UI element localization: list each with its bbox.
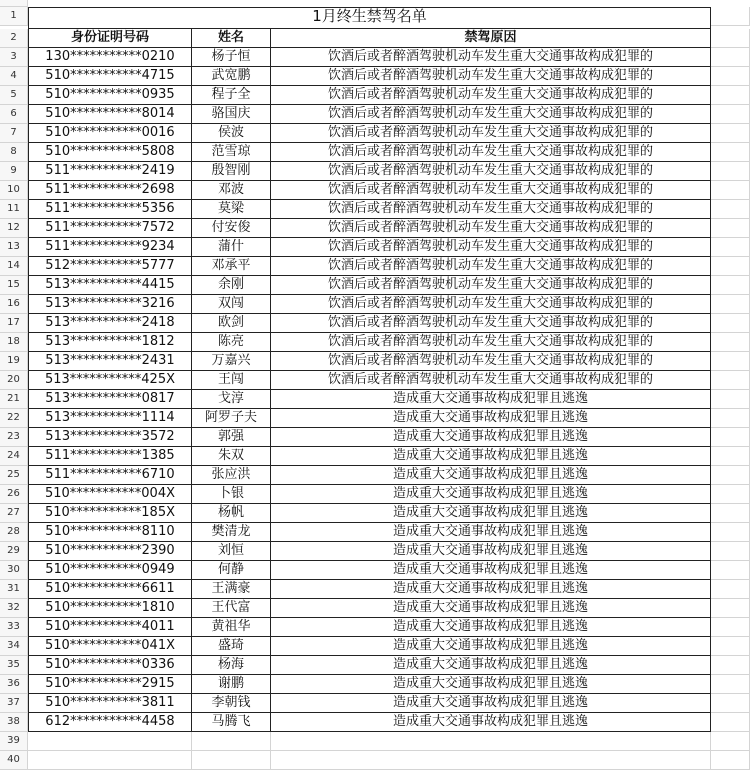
name-cell[interactable]: 万嘉兴: [192, 352, 271, 371]
reason-cell[interactable]: 饮酒后或者醉酒驾驶机动车发生重大交通事故构成犯罪的: [271, 162, 711, 181]
id-cell[interactable]: 510***********185X: [28, 504, 192, 523]
id-cell[interactable]: 510***********3811: [28, 694, 192, 713]
empty-cell[interactable]: [711, 732, 750, 751]
row-number[interactable]: 35: [0, 656, 28, 675]
empty-cell[interactable]: [711, 314, 750, 333]
name-cell[interactable]: 刘恒: [192, 542, 271, 561]
table-row: [0, 523, 750, 542]
name-cell[interactable]: 卜银: [192, 485, 271, 504]
id-cell[interactable]: 510***********0949: [28, 561, 192, 580]
id-cell[interactable]: 511***********2419: [28, 162, 192, 181]
name-cell[interactable]: 王代富: [192, 599, 271, 618]
table-row: [0, 390, 750, 409]
reason-cell[interactable]: 造成重大交通事故构成犯罪且逃逸: [271, 523, 711, 542]
empty-cell[interactable]: [711, 675, 750, 694]
row-number[interactable]: 6: [0, 105, 28, 124]
id-cell[interactable]: 510***********0016: [28, 124, 192, 143]
name-cell[interactable]: 盛琦: [192, 637, 271, 656]
reason-cell[interactable]: 造成重大交通事故构成犯罪且逃逸: [271, 428, 711, 447]
reason-cell[interactable]: 饮酒后或者醉酒驾驶机动车发生重大交通事故构成犯罪的: [271, 48, 711, 67]
row-number[interactable]: 34: [0, 637, 28, 656]
row-number[interactable]: 25: [0, 466, 28, 485]
row-number[interactable]: 33: [0, 618, 28, 637]
empty-cell[interactable]: [711, 295, 750, 314]
row-number[interactable]: 15: [0, 276, 28, 295]
reason-cell[interactable]: 饮酒后或者醉酒驾驶机动车发生重大交通事故构成犯罪的: [271, 181, 711, 200]
empty-cell[interactable]: [711, 542, 750, 561]
id-cell[interactable]: 130***********0210: [28, 48, 192, 67]
empty-cell[interactable]: [711, 105, 750, 124]
row-number[interactable]: 28: [0, 523, 28, 542]
empty-cell[interactable]: [711, 504, 750, 523]
id-cell[interactable]: 510***********8014: [28, 105, 192, 124]
name-cell[interactable]: 杨子恒: [192, 48, 271, 67]
id-cell[interactable]: 513***********3572: [28, 428, 192, 447]
title-row: [0, 7, 750, 26]
table-row: [0, 409, 750, 428]
empty-cell[interactable]: [711, 86, 750, 105]
row-number[interactable]: 17: [0, 314, 28, 333]
row-number[interactable]: 19: [0, 352, 28, 371]
reason-cell[interactable]: 造成重大交通事故构成犯罪且逃逸: [271, 485, 711, 504]
table-row: [0, 466, 750, 485]
empty-cell[interactable]: [711, 238, 750, 257]
row-number[interactable]: 11: [0, 200, 28, 219]
row-number[interactable]: 2: [0, 29, 28, 48]
table-row: [0, 713, 750, 732]
row-number[interactable]: 18: [0, 333, 28, 352]
reason-cell[interactable]: 饮酒后或者醉酒驾驶机动车发生重大交通事故构成犯罪的: [271, 276, 711, 295]
empty-cell[interactable]: [711, 143, 750, 162]
empty-cell[interactable]: [711, 618, 750, 637]
name-cell[interactable]: 余刚: [192, 276, 271, 295]
table-row: [0, 162, 750, 181]
table-row: [0, 181, 750, 200]
empty-cell[interactable]: [711, 371, 750, 390]
row-number[interactable]: 16: [0, 295, 28, 314]
table-row: [0, 352, 750, 371]
reason-cell[interactable]: 饮酒后或者醉酒驾驶机动车发生重大交通事故构成犯罪的: [271, 352, 711, 371]
table-row: [0, 105, 750, 124]
row-number[interactable]: 38: [0, 713, 28, 732]
id-cell[interactable]: 510***********2390: [28, 542, 192, 561]
row-number[interactable]: 26: [0, 485, 28, 504]
table-row: [0, 428, 750, 447]
name-cell[interactable]: 朱双: [192, 447, 271, 466]
table-row: [0, 599, 750, 618]
id-cell[interactable]: 513***********2431: [28, 352, 192, 371]
reason-cell[interactable]: 造成重大交通事故构成犯罪且逃逸: [271, 675, 711, 694]
reason-cell[interactable]: 造成重大交通事故构成犯罪且逃逸: [271, 409, 711, 428]
empty-cell[interactable]: [28, 732, 192, 751]
reason-cell[interactable]: 饮酒后或者醉酒驾驶机动车发生重大交通事故构成犯罪的: [271, 257, 711, 276]
empty-cell[interactable]: [711, 276, 750, 295]
empty-cell[interactable]: [711, 29, 750, 48]
table-row: [0, 371, 750, 390]
name-cell[interactable]: 侯波: [192, 124, 271, 143]
name-cell[interactable]: 樊清龙: [192, 523, 271, 542]
reason-cell[interactable]: 饮酒后或者醉酒驾驶机动车发生重大交通事故构成犯罪的: [271, 219, 711, 238]
empty-cell[interactable]: [711, 580, 750, 599]
reason-cell[interactable]: 造成重大交通事故构成犯罪且逃逸: [271, 466, 711, 485]
name-cell[interactable]: 范雪琼: [192, 143, 271, 162]
row-number[interactable]: 3: [0, 48, 28, 67]
reason-cell[interactable]: 造成重大交通事故构成犯罪且逃逸: [271, 656, 711, 675]
table-row: [0, 219, 750, 238]
id-cell[interactable]: 510***********2915: [28, 675, 192, 694]
row-number[interactable]: 13: [0, 238, 28, 257]
name-cell[interactable]: 李朝钱: [192, 694, 271, 713]
reason-cell[interactable]: 造成重大交通事故构成犯罪且逃逸: [271, 637, 711, 656]
name-cell[interactable]: 欧剑: [192, 314, 271, 333]
id-cell[interactable]: 510***********5808: [28, 143, 192, 162]
table-row: [0, 504, 750, 523]
name-cell[interactable]: 双闯: [192, 295, 271, 314]
empty-cell[interactable]: [192, 751, 271, 770]
table-row: [0, 124, 750, 143]
name-cell[interactable]: 武宽鹏: [192, 67, 271, 86]
empty-cell[interactable]: [711, 713, 750, 732]
table-row: [0, 580, 750, 599]
row-number[interactable]: 10: [0, 181, 28, 200]
empty-cell[interactable]: [711, 485, 750, 504]
empty-cell[interactable]: [711, 447, 750, 466]
id-cell[interactable]: 513***********4415: [28, 276, 192, 295]
id-cell[interactable]: 513***********0817: [28, 390, 192, 409]
row-number[interactable]: 24: [0, 447, 28, 466]
reason-cell[interactable]: 饮酒后或者醉酒驾驶机动车发生重大交通事故构成犯罪的: [271, 86, 711, 105]
id-cell[interactable]: 510***********041X: [28, 637, 192, 656]
empty-cell[interactable]: [28, 751, 192, 770]
id-cell[interactable]: 511***********7572: [28, 219, 192, 238]
table-row: [0, 618, 750, 637]
reason-cell[interactable]: 造成重大交通事故构成犯罪且逃逸: [271, 447, 711, 466]
id-cell[interactable]: 512***********5777: [28, 257, 192, 276]
row-number[interactable]: 40: [0, 751, 28, 770]
row-number[interactable]: 27: [0, 504, 28, 523]
reason-cell[interactable]: 饮酒后或者醉酒驾驶机动车发生重大交通事故构成犯罪的: [271, 143, 711, 162]
name-cell[interactable]: 蒲什: [192, 238, 271, 257]
empty-cell[interactable]: [271, 732, 711, 751]
reason-cell[interactable]: 造成重大交通事故构成犯罪且逃逸: [271, 694, 711, 713]
sheet-title[interactable]: 1月终生禁驾名单: [28, 7, 711, 29]
table-row: [0, 333, 750, 352]
name-cell[interactable]: 阿罗子夫: [192, 409, 271, 428]
empty-cell[interactable]: [711, 428, 750, 447]
name-cell[interactable]: 郭强: [192, 428, 271, 447]
row-number[interactable]: 9: [0, 162, 28, 181]
empty-cell[interactable]: [711, 599, 750, 618]
name-cell[interactable]: 邓承平: [192, 257, 271, 276]
row-number[interactable]: 32: [0, 599, 28, 618]
name-cell[interactable]: 王满豪: [192, 580, 271, 599]
empty-cell[interactable]: [711, 7, 750, 26]
row-number[interactable]: 36: [0, 675, 28, 694]
name-cell[interactable]: 殷智刚: [192, 162, 271, 181]
name-cell[interactable]: 黄祖华: [192, 618, 271, 637]
reason-cell[interactable]: 造成重大交通事故构成犯罪且逃逸: [271, 580, 711, 599]
empty-cell[interactable]: [711, 561, 750, 580]
empty-cell[interactable]: [711, 219, 750, 238]
id-cell[interactable]: 510***********8110: [28, 523, 192, 542]
reason-cell[interactable]: 饮酒后或者醉酒驾驶机动车发生重大交通事故构成犯罪的: [271, 314, 711, 333]
id-cell[interactable]: 511***********2698: [28, 181, 192, 200]
empty-row: [0, 732, 750, 751]
empty-cell[interactable]: [711, 523, 750, 542]
table-row: [0, 48, 750, 67]
row-number[interactable]: 22: [0, 409, 28, 428]
name-cell[interactable]: 何静: [192, 561, 271, 580]
empty-cell[interactable]: [711, 257, 750, 276]
table-row: [0, 314, 750, 333]
name-cell[interactable]: 马腾飞: [192, 713, 271, 732]
header-id[interactable]: 身份证明号码: [28, 29, 192, 48]
row-number[interactable]: [0, 0, 28, 7]
id-cell[interactable]: 513***********1812: [28, 333, 192, 352]
empty-cell[interactable]: [192, 732, 271, 751]
reason-cell[interactable]: 饮酒后或者醉酒驾驶机动车发生重大交通事故构成犯罪的: [271, 333, 711, 352]
name-cell[interactable]: 邓波: [192, 181, 271, 200]
row-number[interactable]: 12: [0, 219, 28, 238]
name-cell[interactable]: 骆国庆: [192, 105, 271, 124]
table-row: [0, 637, 750, 656]
name-cell[interactable]: 谢鹏: [192, 675, 271, 694]
table-row: [0, 485, 750, 504]
reason-cell[interactable]: 饮酒后或者醉酒驾驶机动车发生重大交通事故构成犯罪的: [271, 295, 711, 314]
id-cell[interactable]: 612***********4458: [28, 713, 192, 732]
header-row: [0, 29, 750, 48]
id-cell[interactable]: 510***********4011: [28, 618, 192, 637]
reason-cell[interactable]: 饮酒后或者醉酒驾驶机动车发生重大交通事故构成犯罪的: [271, 200, 711, 219]
reason-cell[interactable]: 饮酒后或者醉酒驾驶机动车发生重大交通事故构成犯罪的: [271, 371, 711, 390]
row-number[interactable]: 20: [0, 371, 28, 390]
name-cell[interactable]: 付安俊: [192, 219, 271, 238]
empty-cell[interactable]: [711, 181, 750, 200]
reason-cell[interactable]: 饮酒后或者醉酒驾驶机动车发生重大交通事故构成犯罪的: [271, 105, 711, 124]
row-number[interactable]: 23: [0, 428, 28, 447]
row-number[interactable]: 14: [0, 257, 28, 276]
row-number[interactable]: 39: [0, 732, 28, 751]
empty-cell[interactable]: [711, 200, 750, 219]
id-cell[interactable]: 513***********1114: [28, 409, 192, 428]
reason-cell[interactable]: 造成重大交通事故构成犯罪且逃逸: [271, 504, 711, 523]
id-cell[interactable]: 511***********9234: [28, 238, 192, 257]
reason-cell[interactable]: 造成重大交通事故构成犯罪且逃逸: [271, 542, 711, 561]
name-cell[interactable]: 王闯: [192, 371, 271, 390]
id-cell[interactable]: 511***********6710: [28, 466, 192, 485]
name-cell[interactable]: 戈淳: [192, 390, 271, 409]
id-cell[interactable]: 511***********1385: [28, 447, 192, 466]
id-cell[interactable]: 510***********0935: [28, 86, 192, 105]
name-cell[interactable]: 陈亮: [192, 333, 271, 352]
name-cell[interactable]: 杨帆: [192, 504, 271, 523]
id-cell[interactable]: 513***********425X: [28, 371, 192, 390]
reason-cell[interactable]: 造成重大交通事故构成犯罪且逃逸: [271, 599, 711, 618]
table-row: [0, 447, 750, 466]
table-row: [0, 656, 750, 675]
row-number[interactable]: 29: [0, 542, 28, 561]
row-number[interactable]: 8: [0, 143, 28, 162]
empty-cell[interactable]: [711, 67, 750, 86]
table-row: [0, 694, 750, 713]
id-cell[interactable]: 510***********004X: [28, 485, 192, 504]
empty-cell[interactable]: [711, 656, 750, 675]
id-cell[interactable]: 510***********0336: [28, 656, 192, 675]
reason-cell[interactable]: 饮酒后或者醉酒驾驶机动车发生重大交通事故构成犯罪的: [271, 67, 711, 86]
reason-cell[interactable]: 造成重大交通事故构成犯罪且逃逸: [271, 390, 711, 409]
table-row: [0, 542, 750, 561]
id-cell[interactable]: 510***********1810: [28, 599, 192, 618]
table-row: [0, 67, 750, 86]
empty-cell[interactable]: [711, 390, 750, 409]
row-number[interactable]: 1: [0, 7, 28, 26]
header-name[interactable]: 姓名: [192, 29, 271, 48]
empty-cell[interactable]: [711, 751, 750, 770]
id-cell[interactable]: 513***********2418: [28, 314, 192, 333]
empty-cell[interactable]: [711, 637, 750, 656]
empty-cell[interactable]: [711, 409, 750, 428]
name-cell[interactable]: 张应洪: [192, 466, 271, 485]
table-row: [0, 675, 750, 694]
reason-cell[interactable]: 造成重大交通事故构成犯罪且逃逸: [271, 713, 711, 732]
id-cell[interactable]: 510***********6611: [28, 580, 192, 599]
empty-cell[interactable]: [711, 48, 750, 67]
row-number[interactable]: 21: [0, 390, 28, 409]
table-row: [0, 257, 750, 276]
table-row: [0, 276, 750, 295]
empty-cell[interactable]: [711, 466, 750, 485]
id-cell[interactable]: 511***********5356: [28, 200, 192, 219]
row-number[interactable]: 31: [0, 580, 28, 599]
table-row: [0, 295, 750, 314]
row-number[interactable]: 7: [0, 124, 28, 143]
empty-cell[interactable]: [711, 333, 750, 352]
reason-cell[interactable]: 饮酒后或者醉酒驾驶机动车发生重大交通事故构成犯罪的: [271, 238, 711, 257]
table-row: [0, 561, 750, 580]
reason-cell[interactable]: 饮酒后或者醉酒驾驶机动车发生重大交通事故构成犯罪的: [271, 124, 711, 143]
empty-cell[interactable]: [711, 162, 750, 181]
table-row: [0, 143, 750, 162]
name-cell[interactable]: 莫梁: [192, 200, 271, 219]
reason-cell[interactable]: 造成重大交通事故构成犯罪且逃逸: [271, 561, 711, 580]
table-row: [0, 200, 750, 219]
row-number[interactable]: 4: [0, 67, 28, 86]
empty-cell[interactable]: [711, 352, 750, 371]
name-cell[interactable]: 杨海: [192, 656, 271, 675]
table-row: [0, 86, 750, 105]
id-cell[interactable]: 513***********3216: [28, 295, 192, 314]
empty-cell[interactable]: [711, 694, 750, 713]
reason-cell[interactable]: 造成重大交通事故构成犯罪且逃逸: [271, 618, 711, 637]
id-cell[interactable]: 510***********4715: [28, 67, 192, 86]
table-row: [0, 238, 750, 257]
row-number[interactable]: 5: [0, 86, 28, 105]
row-number[interactable]: 37: [0, 694, 28, 713]
empty-cell[interactable]: [271, 751, 711, 770]
empty-cell[interactable]: [711, 124, 750, 143]
empty-row: [0, 751, 750, 770]
row-number[interactable]: 30: [0, 561, 28, 580]
header-reason[interactable]: 禁驾原因: [271, 29, 711, 48]
name-cell[interactable]: 程子全: [192, 86, 271, 105]
